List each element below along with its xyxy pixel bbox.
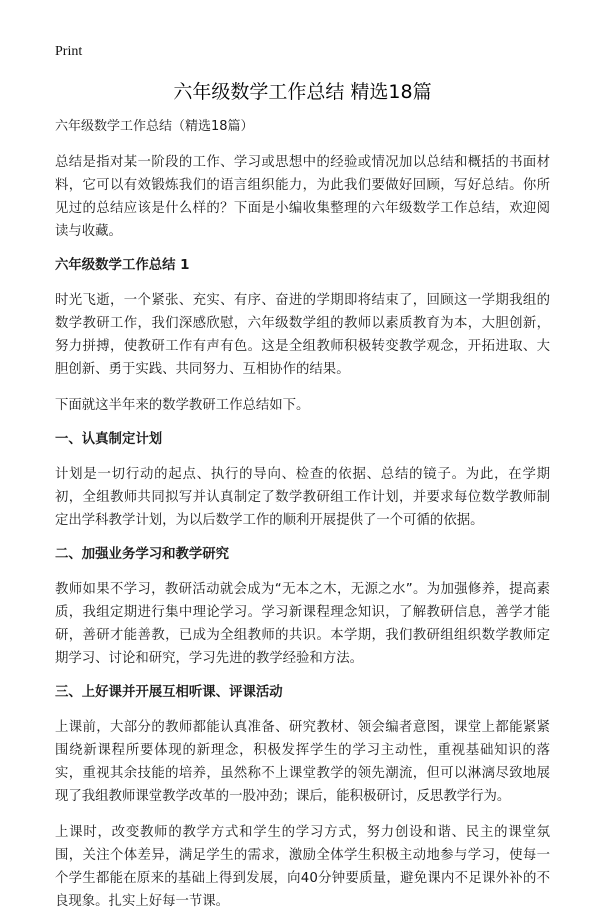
intro-paragraph: 总结是指对某一阶段的工作、学习或思想中的经验或情况加以总结和概括的书面材料，它可以有效锻炼我们的语言组织能力，为此我们要做好回顾，写好总结。你所见过的总结应该是什么样的？下面是小编收集整理的六年级数学工作总结，欢迎阅读与收藏。 bbox=[55, 155, 550, 239]
section-title: 六年级数学工作总结 1 bbox=[55, 258, 190, 273]
part-1-paragraph: 计划是一切行动的起点、执行的导向、检查的依据、总结的镜子。为此，在学期初，全组教师共同拟写并认真制定了数学教研组工作计划，并要求每位数学教师制定出学科教学计划，为以后数学工作的顺利开展提供了一个可循的依据。 bbox=[55, 467, 550, 528]
part-3-paragraph-2: 上课时，改变教师的教学方式和学生的学习方式，努力创设和谐、民主的课堂氛围，关注个体差异，满足学生的需求，激励全体学生积极主动地参与学习，使每一个学生都能在原来的基础上得到发展，向40分钟要质量，避免课内不足课外补的不良现象。扎实上好每一节课。 bbox=[55, 825, 550, 909]
print-link[interactable]: Print bbox=[55, 44, 83, 59]
part-1-heading: 一、认真制定计划 bbox=[55, 432, 163, 447]
section-paragraph-2: 下面就这半年来的数学教研工作总结如下。 bbox=[55, 398, 310, 413]
part-2-heading: 二、加强业务学习和教学研究 bbox=[55, 547, 230, 562]
page-title: 六年级数学工作总结 精选18篇 bbox=[173, 81, 432, 103]
document-subtitle: 六年级数学工作总结（精选18篇） bbox=[55, 119, 254, 134]
section-paragraph-1: 时光飞逝，一个紧张、充实、有序、奋进的学期即将结束了，回顾这一学期我组的数学教研工作，我们深感欣慰，六年级数学组的教师以素质教育为本，大胆创新，努力拼搏，使教研工作有声有色。这是全组教师积极转变教学观念，开拓进取、大胆创新、勇于实践、共同努力、互相协作的结果。 bbox=[55, 293, 550, 377]
part-3-paragraph-1: 上课前，大部分的教师都能认真准备、研究教材、领会编者意图，课堂上都能紧紧围绕新课程所要体现的新理念，积极发挥学生的学习主动性，重视基础知识的落实，重视其余技能的培养，虽然称不上课堂教学的领先潮流，但可以淋漓尽致地展现了我组教师课堂教学改革的一股冲劲；课后，能积极研讨，反思教学行为。 bbox=[55, 720, 550, 804]
part-2-paragraph: 教师如果不学习，教研活动就会成为“无本之木，无源之水”。为加强修养，提高素质，我组定期进行集中理论学习。学习新课程理念知识，了解教研信息，善学才能研，善研才能善教，已成为全组教师的共识。本学期，我们教研组组织数学教师定期学习、讨论和研究，学习先进的教学经验和方法。 bbox=[55, 582, 550, 666]
part-3-heading: 三、上好课并开展互相听课、评课活动 bbox=[55, 685, 283, 700]
